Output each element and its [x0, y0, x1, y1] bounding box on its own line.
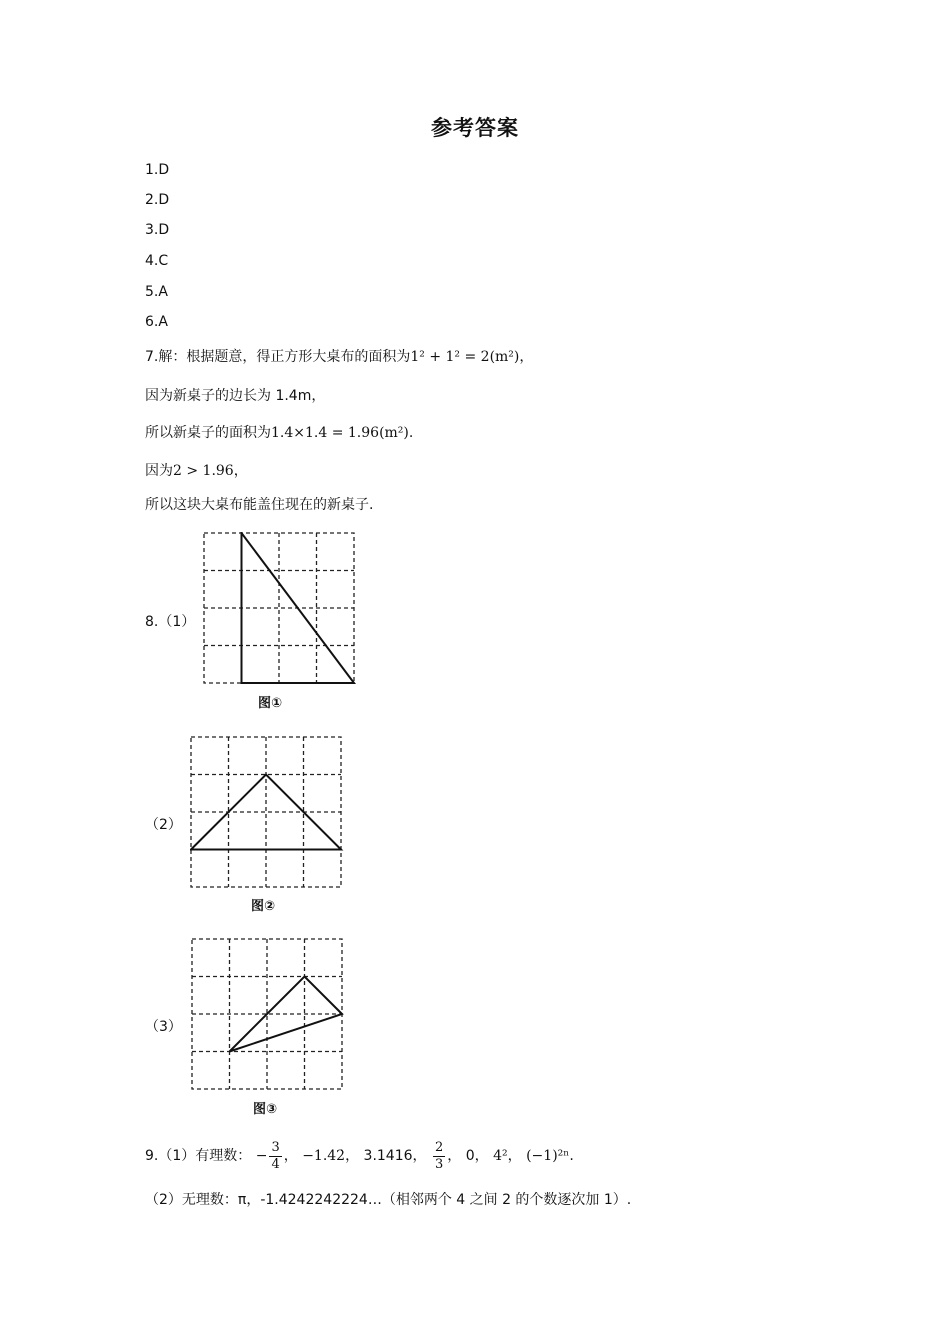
answer-6: 6.A: [145, 314, 168, 330]
q9-fraction-2-den: 3: [435, 1156, 444, 1172]
answer-5: 5.A: [145, 284, 168, 300]
q7-line-1: [145, 347, 533, 367]
q7-line-4-math: 2 > 1.96: [173, 463, 234, 479]
q9-item-7: (−1)²ⁿ: [526, 1148, 570, 1164]
q9-fraction-2-num: 2: [435, 1139, 444, 1155]
q9-line-2: （2）无理数：π，-1.4242242224…（相邻两个 4 之间 2 的个数逐次加 1）.: [145, 1192, 632, 1208]
q7-line-2: 因为新桌子的边长为 1.4m，: [145, 388, 326, 404]
grid-figure-2: [190, 736, 344, 890]
caption-1: 图①: [258, 696, 283, 711]
q9-item-3: 3.1416: [363, 1148, 413, 1164]
q7-line-3-text: 所以新桌子的面积为: [145, 425, 271, 441]
q9-minus-sign: −: [255, 1148, 268, 1164]
q7-line-5: 所以这块大桌布能盖住现在的新桌子.: [145, 497, 374, 513]
answer-4: 4.C: [145, 253, 169, 269]
q9-fraction-2: [433, 1140, 445, 1173]
q7-line-1-suffix: ，: [519, 349, 534, 365]
q7-line-4-suffix: ，: [233, 463, 248, 479]
q9-item-5: 0: [465, 1148, 475, 1164]
answer-3: 3.D: [145, 222, 170, 238]
q8-label-2: （2）: [145, 817, 182, 833]
q7-line-4-text: 因为: [145, 463, 173, 479]
q7-line-1-text: 7.解：根据题意，得正方形大桌布的面积为: [145, 349, 411, 365]
q9-line-1: 9.（1）有理数： − $\frac{3}{4}$ ， −1.4̇2̇， 3.1416， $\frac{2}{3}$ ， 0， 4²， (−1)²ⁿ.: [145, 1139, 574, 1172]
q9-item-2: −1.4̇2̇: [302, 1148, 346, 1164]
q7-line-3-suffix: .: [408, 425, 414, 441]
grid-figure-3: [191, 938, 345, 1092]
page-title: 参考答案: [431, 116, 519, 140]
q9-fraction-1-den: 4: [271, 1156, 280, 1172]
q7-line-4: [145, 461, 248, 481]
caption-3: 图③: [253, 1102, 278, 1117]
q8-label-3: （3）: [145, 1019, 182, 1035]
q9-fraction-1-num: 3: [271, 1139, 280, 1155]
q7-line-3-math: 1.4×1.4 = 1.96(m²): [271, 425, 409, 441]
q9-prefix: 9.（1）有理数：: [145, 1148, 252, 1164]
q7-line-3: [145, 423, 413, 443]
caption-2: 图②: [251, 899, 276, 914]
q8-label-1: 8.（1）: [145, 614, 196, 630]
answer-2: 2.D: [145, 192, 170, 208]
q9-item-6: 4²: [493, 1148, 508, 1164]
grid-figure-1: [203, 532, 357, 686]
q7-line-1-math: 1² + 1² = 2(m²): [410, 349, 520, 365]
answer-1: 1.D: [145, 162, 170, 178]
q9-fraction-1: [269, 1140, 281, 1173]
